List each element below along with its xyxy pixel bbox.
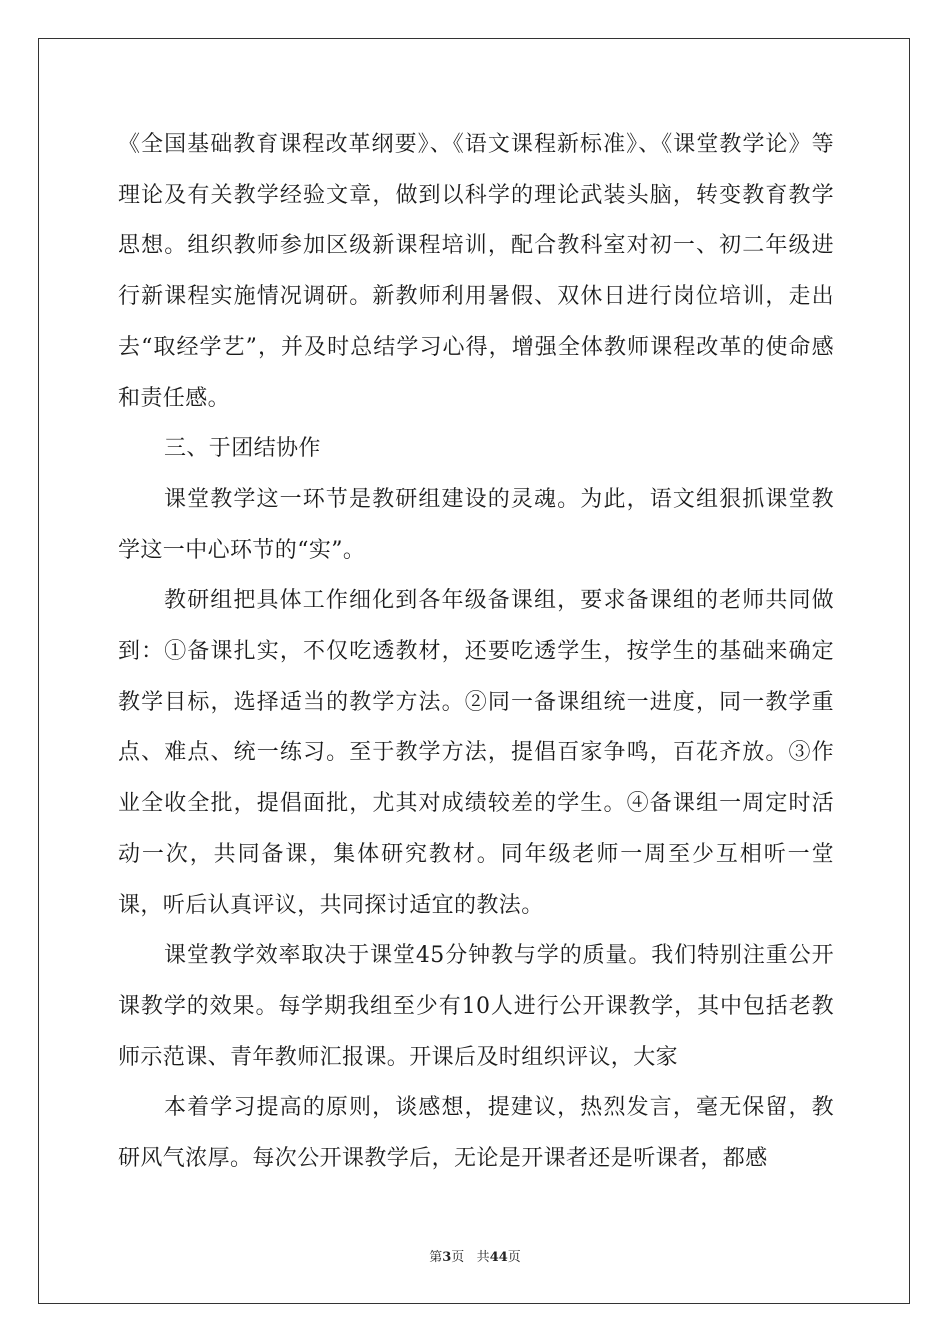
paragraph-5: 本着学习提高的原则，谈感想，提建议，热烈发言，毫无保留，教研风气浓厚。每次公开课教学后，无论是开课者还是听课者，都感 [118,1095,834,1172]
paragraph-1: 《全国基础教育课程改革纲要》、《语文课程新标准》、《课堂教学论》等理论及有关教学经验文章，做到以科学的理论武装头脑，转变教育教学思想。组织教师参加区级新课程培训，配合教科室对初一、初二年级进行新课程实施情况调研。新教师利用暑假、双休日进行岗位培训，走出去“取经学艺”，并及时总结学习心得，增强全体教师课程改革的使命感和责任感。 [118,132,834,411]
footer-total-pages: 44 [489,1250,508,1265]
footer-total-suffix: 页 [507,1250,521,1265]
footer-prefix: 第 [429,1250,443,1265]
paragraph-4: 课堂教学效率取决于课堂45分钟教与学的质量。我们特别注重公开课教学的效果。每学期我组至少有10人进行公开课教学，其中包括老教师示范课、青年教师汇报课。开课后及时组织评议，大家 [118,943,834,1070]
footer-page-number: 3 [442,1250,452,1265]
page-footer [0,1246,950,1265]
paragraph-2: 课堂教学这一环节是教研组建设的灵魂。为此，语文组狠抓课堂教学这一中心环节的“实”。 [118,486,834,563]
paragraph-3: 教研组把具体工作细化到各年级备课组，要求备课组的老师共同做到：①备课扎实，不仅吃透教材，还要吃透学生，按学生的基础来确定教学目标，选择适当的教学方法。②同一备课组统一进度，同一教学重点、难点、统一练习。至于教学方法，提倡百家争鸣，百花齐放。③作业全收全批，提倡面批，尤其对成绩较差的学生。④备课组一周定时活动一次，共同备课，集体研究教材。同年级老师一周至少互相听一堂课，听后认真评议，共同探讨适宜的教法。 [118,588,834,918]
footer-total-prefix: 共 [476,1250,490,1265]
document-body [118,120,834,1185]
section-heading: 三、于团结协作 [164,436,321,462]
footer-page-suffix: 页 [451,1250,465,1265]
